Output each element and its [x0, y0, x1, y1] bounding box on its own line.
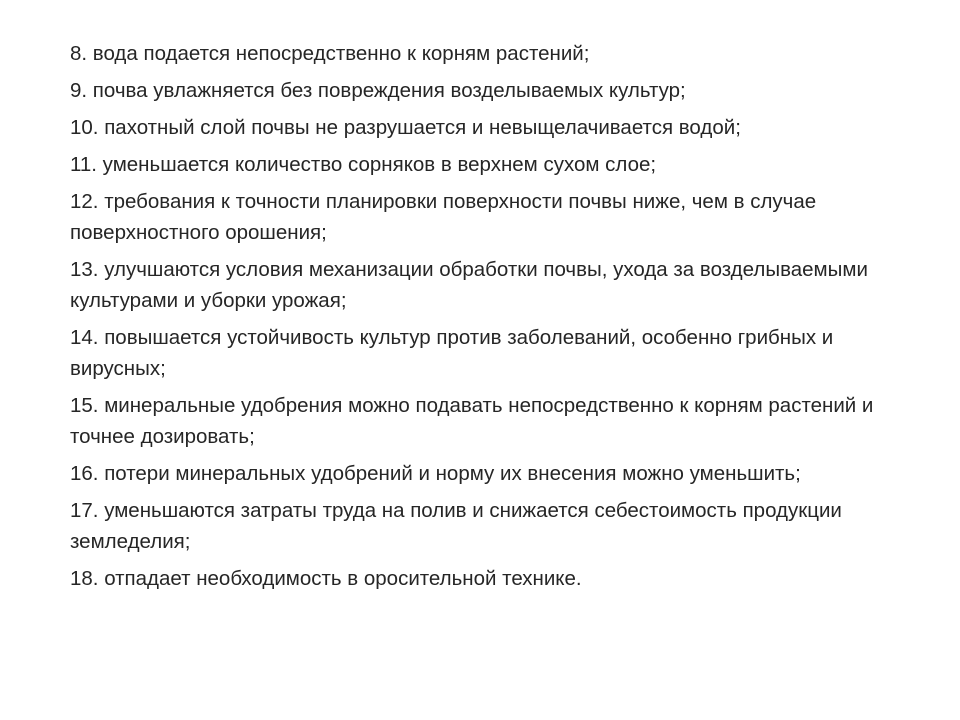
list-item-17: 17. уменьшаются затраты труда на полив и снижается себестоимость продукции земледелия;	[70, 499, 842, 553]
list-item-13: 13. улучшаются условия механизации обработки почвы, ухода за возделываемыми культурами и уборки урожая;	[70, 258, 868, 312]
list-item-9: 9. почва увлажняется без повреждения возделываемых культур;	[70, 79, 686, 102]
list-item-14: 14. повышается устойчивость культур против заболеваний, особенно грибных и вирусных;	[70, 326, 834, 380]
list-item-11: 11. уменьшается количество сорняков в верхнем сухом слое;	[70, 153, 657, 176]
list-item-16: 16. потери минеральных удобрений и норму их внесения можно уменьшить;	[70, 462, 801, 485]
list-item-12: 12. требования к точности планировки поверхности почвы ниже, чем в случае поверхностного орошения;	[70, 190, 817, 244]
advantages-list	[70, 38, 900, 600]
list-item-15: 15. минеральные удобрения можно подавать непосредственно к корням растений и точнее дозировать;	[70, 394, 874, 448]
list-item-18: 18. отпадает необходимость в оросительной технике.	[70, 567, 582, 590]
list-item-10: 10. пахотный слой почвы не разрушается и невыщелачивается водой;	[70, 116, 741, 139]
list-item-8: 8. вода подается непосредственно к корням растений;	[70, 42, 590, 65]
